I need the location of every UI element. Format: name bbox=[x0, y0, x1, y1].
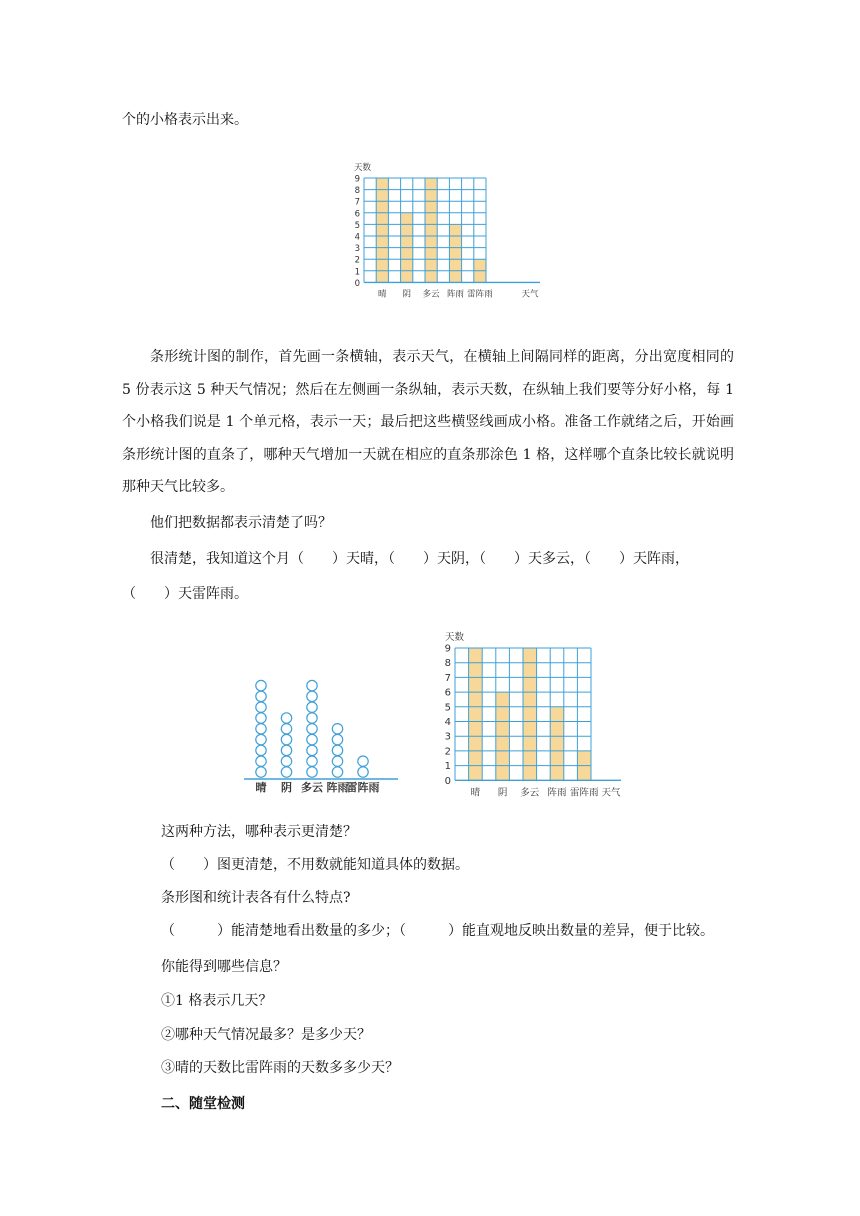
y-tick-label: 2 bbox=[354, 255, 360, 266]
category-label: 阴 bbox=[281, 781, 292, 794]
bar-3 bbox=[425, 178, 437, 282]
bar-4 bbox=[449, 224, 461, 282]
y-tick-label: 1 bbox=[444, 761, 451, 773]
y-tick-label: 1 bbox=[354, 267, 360, 278]
y-tick-label: 6 bbox=[354, 209, 360, 220]
text-line-top: 个的小格表示出来。 bbox=[122, 112, 248, 128]
question-features: 条形图和统计表各有什么特点? bbox=[161, 890, 351, 906]
bar-4 bbox=[550, 707, 564, 781]
question-info: 你能得到哪些信息？ bbox=[161, 959, 287, 975]
answer-blank-line-2: （ ）天雷阵雨。 bbox=[122, 586, 248, 602]
bar-1 bbox=[469, 648, 483, 780]
circle-symbol bbox=[256, 767, 266, 777]
circle-symbol bbox=[307, 702, 317, 712]
circle-symbol bbox=[332, 756, 342, 766]
bar-1 bbox=[376, 178, 388, 282]
y-tick-label: 0 bbox=[354, 278, 360, 289]
question-1: ①1 格表示几天？ bbox=[161, 993, 273, 1009]
circle-symbol bbox=[307, 713, 317, 723]
y-tick-label: 3 bbox=[354, 244, 360, 255]
y-tick-label: 3 bbox=[444, 731, 451, 743]
section-title: 二、随堂检测 bbox=[161, 1096, 245, 1112]
circle-symbol bbox=[281, 767, 291, 777]
x-category-label: 多云 bbox=[422, 289, 440, 300]
circle-symbol bbox=[281, 724, 291, 734]
circle-symbol bbox=[281, 713, 291, 723]
y-axis-label: 天数 bbox=[354, 163, 372, 173]
circle-symbol bbox=[307, 691, 317, 701]
category-label: 阵雨 bbox=[326, 781, 349, 794]
circle-symbol bbox=[307, 724, 317, 734]
y-tick-label: 4 bbox=[354, 232, 360, 243]
y-tick-label: 9 bbox=[354, 174, 360, 185]
circle-symbol bbox=[256, 745, 266, 755]
circle-symbol bbox=[307, 680, 317, 690]
pictograph-weather bbox=[240, 615, 410, 800]
circle-symbol bbox=[281, 745, 291, 755]
y-tick-label: 5 bbox=[444, 702, 451, 714]
y-tick-label: 8 bbox=[354, 186, 360, 197]
category-label: 晴 bbox=[255, 781, 267, 794]
y-tick-label: 5 bbox=[354, 220, 360, 231]
x-category-label: 阵雨 bbox=[547, 787, 567, 799]
circle-symbol bbox=[256, 713, 266, 723]
question-2: ②哪种天气情况最多？是多少天？ bbox=[161, 1027, 371, 1043]
circle-symbol bbox=[256, 734, 266, 744]
question-clear: 他们把数据都表示清楚了吗？ bbox=[150, 515, 332, 531]
circle-symbol bbox=[332, 734, 342, 744]
x-category-label: 雷阵雨 bbox=[467, 289, 493, 300]
y-tick-label: 0 bbox=[444, 775, 451, 787]
category-label: 多云 bbox=[301, 781, 323, 794]
circle-symbol bbox=[256, 724, 266, 734]
fill-which-clearer: （ ）图更清楚，不用数就能知道具体的数据。 bbox=[161, 857, 469, 873]
y-tick-label: 6 bbox=[444, 687, 451, 699]
x-category-label: 雷阵雨 bbox=[569, 787, 599, 799]
circle-symbol bbox=[332, 745, 342, 755]
circle-symbol bbox=[256, 691, 266, 701]
x-category-label: 阴 bbox=[497, 787, 508, 799]
question-which-clearer: 这两种方法，哪种表示更清楚？ bbox=[161, 824, 357, 840]
x-axis-label: 天气 bbox=[601, 787, 621, 799]
circle-symbol bbox=[307, 767, 317, 777]
question-3: ③晴的天数比雷阵雨的天数多多少天？ bbox=[161, 1060, 399, 1076]
x-category-label: 阴 bbox=[402, 289, 411, 300]
paragraph-chart-method: 条形统计图的制作，首先画一条横轴，表示天气，在横轴上间隔同样的距离，分出宽度相同的 5 份表示这 5 种天气情况；然后在左侧画一条纵轴，表示天数，在纵轴上我们要等分好小格，每 1 个小格我们说是 1 个单元格，表示一天；最后把这些横竖线画成小格。准备工作就绪之后，开始画条形统计图的直条了，哪种天气增加一天就在相应的直条那涂色 1 格，这样哪个直条比较长就说明那种天气比较多。 bbox=[122, 349, 734, 495]
y-tick-label: 9 bbox=[444, 643, 451, 655]
x-axis-label: 天气 bbox=[521, 289, 539, 300]
y-tick-label: 2 bbox=[444, 746, 451, 758]
y-tick-label: 4 bbox=[444, 717, 451, 728]
fill-features: （ ）能清楚地看出数量的多少；（ ）能直观地反映出数量的差异，便于比较。 bbox=[161, 923, 714, 939]
circle-symbol bbox=[358, 756, 368, 766]
circle-symbol bbox=[358, 767, 368, 777]
answer-blank-line-1: 很清楚，我知道这个月（ ）天晴，（ ）天阴，（ ）天多云，（ ）天阵雨， bbox=[150, 551, 689, 567]
circle-symbol bbox=[307, 756, 317, 766]
circle-symbol bbox=[256, 680, 266, 690]
bar-chart-weather-1 bbox=[340, 143, 540, 335]
y-tick-label: 7 bbox=[444, 672, 451, 684]
circle-symbol bbox=[281, 734, 291, 744]
y-axis-label: 天数 bbox=[445, 632, 465, 643]
circle-symbol bbox=[281, 756, 291, 766]
circle-symbol bbox=[332, 767, 342, 777]
y-tick-label: 8 bbox=[444, 658, 451, 670]
y-tick-label: 7 bbox=[354, 197, 360, 208]
bar-3 bbox=[523, 648, 537, 780]
x-category-label: 晴 bbox=[378, 289, 387, 300]
circle-symbol bbox=[256, 756, 266, 766]
circle-symbol bbox=[332, 724, 342, 734]
circle-symbol bbox=[256, 702, 266, 712]
x-category-label: 晴 bbox=[470, 787, 481, 799]
category-label: 雷阵雨 bbox=[346, 781, 380, 794]
x-category-label: 阵雨 bbox=[446, 289, 465, 300]
circle-symbol bbox=[307, 734, 317, 744]
bar-chart-weather-2 bbox=[418, 615, 648, 805]
circle-symbol bbox=[307, 745, 317, 755]
x-category-label: 多云 bbox=[520, 787, 540, 799]
